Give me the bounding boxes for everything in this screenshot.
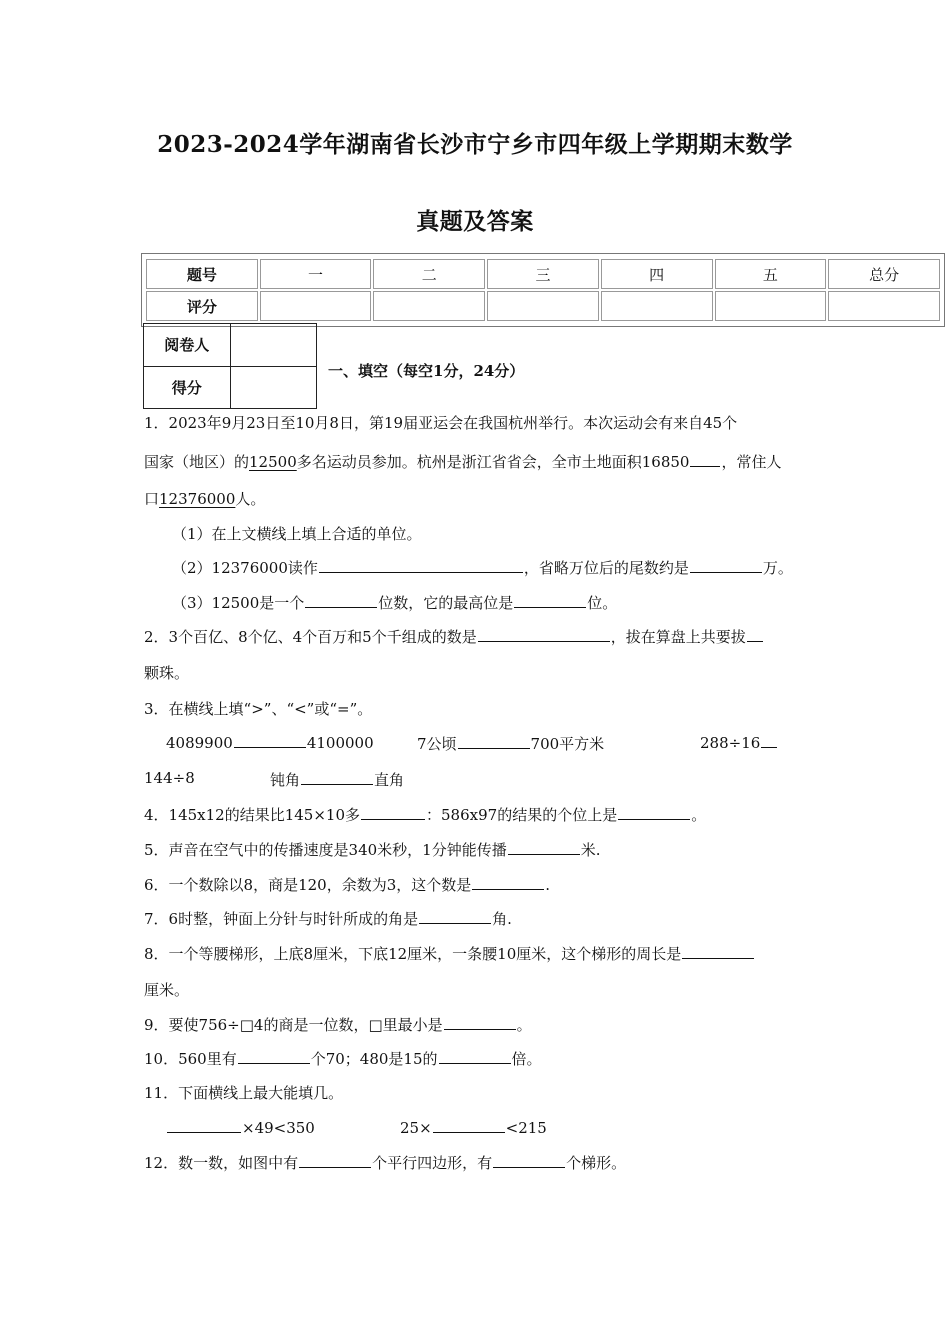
question-2-line1 [144,626,764,647]
question-text: 口 [144,490,160,508]
answer-blank[interactable] [493,1153,565,1168]
compare-right: 4100000 [306,734,374,752]
answer-blank[interactable] [439,1049,511,1064]
answer-blank[interactable] [433,1118,505,1133]
question-text: . [545,876,551,894]
question-11-item1 [166,1118,315,1137]
score-header-cell: 五 [715,259,827,289]
compare-right: 144÷8 [144,769,195,787]
score-header-cell: 二 [373,259,485,289]
compare-left: 288÷16 [700,734,761,752]
compare-right: 直角 [374,771,405,789]
points-cell [230,366,317,409]
score-cell [828,291,940,321]
question-text: ：586x97的结果的个位上是 [426,806,618,824]
question-11-line1 [144,1082,343,1103]
score-header-cell: 三 [487,259,599,289]
question-3-item4 [270,769,404,790]
question-8-line1 [144,943,755,964]
question-text: 位数，它的最高位是 [378,594,514,612]
compare-left: 7公顷 [417,735,457,753]
answer-blank[interactable] [478,627,610,642]
question-text: ，省略万位后的尾数约是 [523,559,689,577]
question-2-line2 [144,662,189,683]
underlined-number: 12376000 [159,490,236,508]
score-header-cell: 题号 [146,259,258,289]
question-1-line1 [144,412,737,433]
score-cell [715,291,827,321]
answer-blank[interactable] [472,875,544,890]
question-text: 位。 [587,594,618,612]
answer-blank[interactable] [238,1049,310,1064]
question-text: 5．声音在空气中的传播速度是340米秒，1分钟能传播 [144,841,507,859]
question-text: ，拔在算盘上共要拔 [610,628,746,646]
question-text: 。 [691,806,707,824]
question-10 [144,1048,542,1069]
points-label: 得分 [144,366,231,409]
answer-blank[interactable] [299,1153,371,1168]
question-1-sub1 [172,523,422,544]
answer-blank[interactable] [234,733,306,748]
question-text: 8．一个等腰梯形，上底8厘米，下底12厘米，一条腰10厘米，这个梯形的周长是 [144,945,682,963]
question-1-line2 [144,451,781,472]
reviewer-table [143,323,317,409]
answer-blank[interactable] [747,627,763,642]
question-text: 角. [492,910,512,928]
score-header-cell: 一 [260,259,372,289]
score-cell [260,291,372,321]
inequality-text: <215 [505,1119,547,1137]
answer-blank[interactable] [301,770,373,785]
question-11-item2 [400,1118,547,1137]
question-5 [144,839,601,860]
answer-blank[interactable] [682,944,754,959]
score-table-score-row [146,291,940,321]
underlined-number: 12500 [249,453,297,471]
question-text: 9．要使756÷□4的商是一位数，□里最小是 [144,1016,443,1034]
score-cell [373,291,485,321]
question-1-sub3 [172,592,617,613]
answer-blank[interactable] [618,805,690,820]
question-text: 6．一个数除以8，商是120，余数为3，这个数是 [144,876,472,894]
question-6 [144,874,550,895]
question-text: （1）在上文横线上填上合适的单位。 [172,525,422,543]
score-header-cell: 总分 [828,259,940,289]
inequality-text: 25× [400,1119,432,1137]
question-text: 。 [516,1016,532,1034]
score-header-cell: 四 [601,259,713,289]
question-text: 个梯形。 [566,1154,627,1172]
question-text: （3）12500是一个 [172,594,305,612]
score-cell [601,291,713,321]
question-1-line3 [144,488,265,509]
question-text: ，常住人 [721,453,782,471]
answer-blank[interactable] [761,733,777,748]
question-1-sub2 [172,557,793,578]
section-heading: 一、填空（每空1分，24分） [328,362,525,380]
question-text: 厘米。 [144,981,190,999]
question-7 [144,908,512,929]
answer-blank[interactable] [167,1118,241,1133]
answer-blank[interactable] [319,558,523,573]
reviewer-cell [230,324,317,367]
answer-blank[interactable] [508,840,580,855]
question-text: 11．下面横线上最大能填几。 [144,1084,344,1102]
document-title-line2: 真题及答案 [416,208,534,235]
question-text: （2）12376000读作 [172,559,318,577]
score-table [144,257,942,323]
question-text: 国家（地区）的 [144,453,250,471]
answer-blank[interactable] [361,805,425,820]
compare-left: 钝角 [270,771,301,789]
question-text: 个平行四边形，有 [372,1154,493,1172]
compare-right: 700平方米 [530,735,605,753]
question-text: 个70；480是15的 [310,1050,438,1068]
question-text: 颗珠。 [144,664,190,682]
question-text: 2．3个百亿、8个亿、4个百万和5个千组成的数是 [144,628,477,646]
score-row-label: 评分 [146,291,258,321]
question-text: 7．6时整，钟面上分针与时针所成的角是 [144,910,419,928]
answer-blank[interactable] [444,1015,516,1030]
question-3-item1 [166,733,374,752]
answer-blank[interactable] [690,558,762,573]
question-8-line2 [144,979,189,1000]
question-3-item3-cont [144,769,195,787]
question-text: 10．560里有 [144,1050,237,1068]
answer-blank[interactable] [458,734,530,749]
question-text: 12．数一数，如图中有 [144,1154,299,1172]
question-3-item3 [700,733,778,752]
reviewer-label: 阅卷人 [144,324,231,367]
answer-blank[interactable] [514,593,586,608]
question-text: 4．145x12的结果比145×10多 [144,806,361,824]
compare-left: 4089900 [166,734,233,752]
question-4 [144,804,706,825]
question-text: 1．2023年9月23日至10月8日，第19届亚运会在我国杭州举行。本次运动会有来自45个 [144,414,738,432]
inequality-text: ×49<350 [242,1119,315,1137]
score-cell [487,291,599,321]
score-table-header-row [146,259,940,289]
question-3-item2 [417,733,604,754]
question-text: 人。 [235,490,266,508]
answer-blank[interactable] [305,593,377,608]
question-text: 多名运动员参加。杭州是浙江省省会，全市土地面积16850 [296,453,690,471]
answer-blank[interactable] [419,909,491,924]
question-text: 倍。 [511,1050,542,1068]
question-12 [144,1152,626,1173]
question-text: 米. [580,841,601,859]
question-9 [144,1014,532,1035]
answer-blank[interactable] [690,452,720,467]
question-text: 万。 [762,559,793,577]
document-title-line1: 2023-2024学年湖南省长沙市宁乡市四年级上学期期末数学 [157,131,793,158]
question-3-line1 [144,698,372,719]
question-text: 3．在横线上填“>”、“<”或“=”。 [144,700,373,718]
